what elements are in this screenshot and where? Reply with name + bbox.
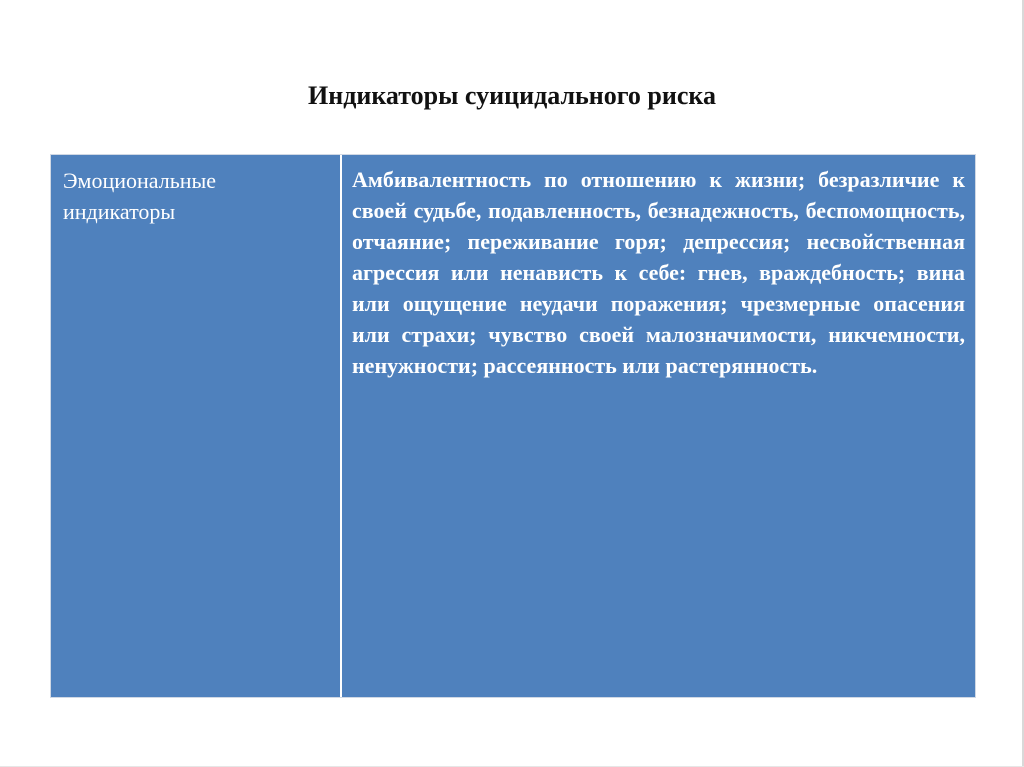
table-cell-category: Эмоциональные индикаторы (51, 155, 342, 697)
indicators-table (50, 154, 976, 698)
table-cell-description: Амбивалентность по отношению к жизни; безразличие к своей судьбе, подавленность, безнадежность, беспомощность, отчаяние; переживание горя; депрессия; несвойственная агрессия или ненависть к себе: гнев, враждебность; вина или ощущение неудачи поражения; чрезмерные опасения или страхи; чувство своей малозначимости, никчемности, ненужности; рассеянность или растерянность. (352, 167, 965, 378)
slide-title: Индикаторы суицидального риска (307, 81, 716, 110)
